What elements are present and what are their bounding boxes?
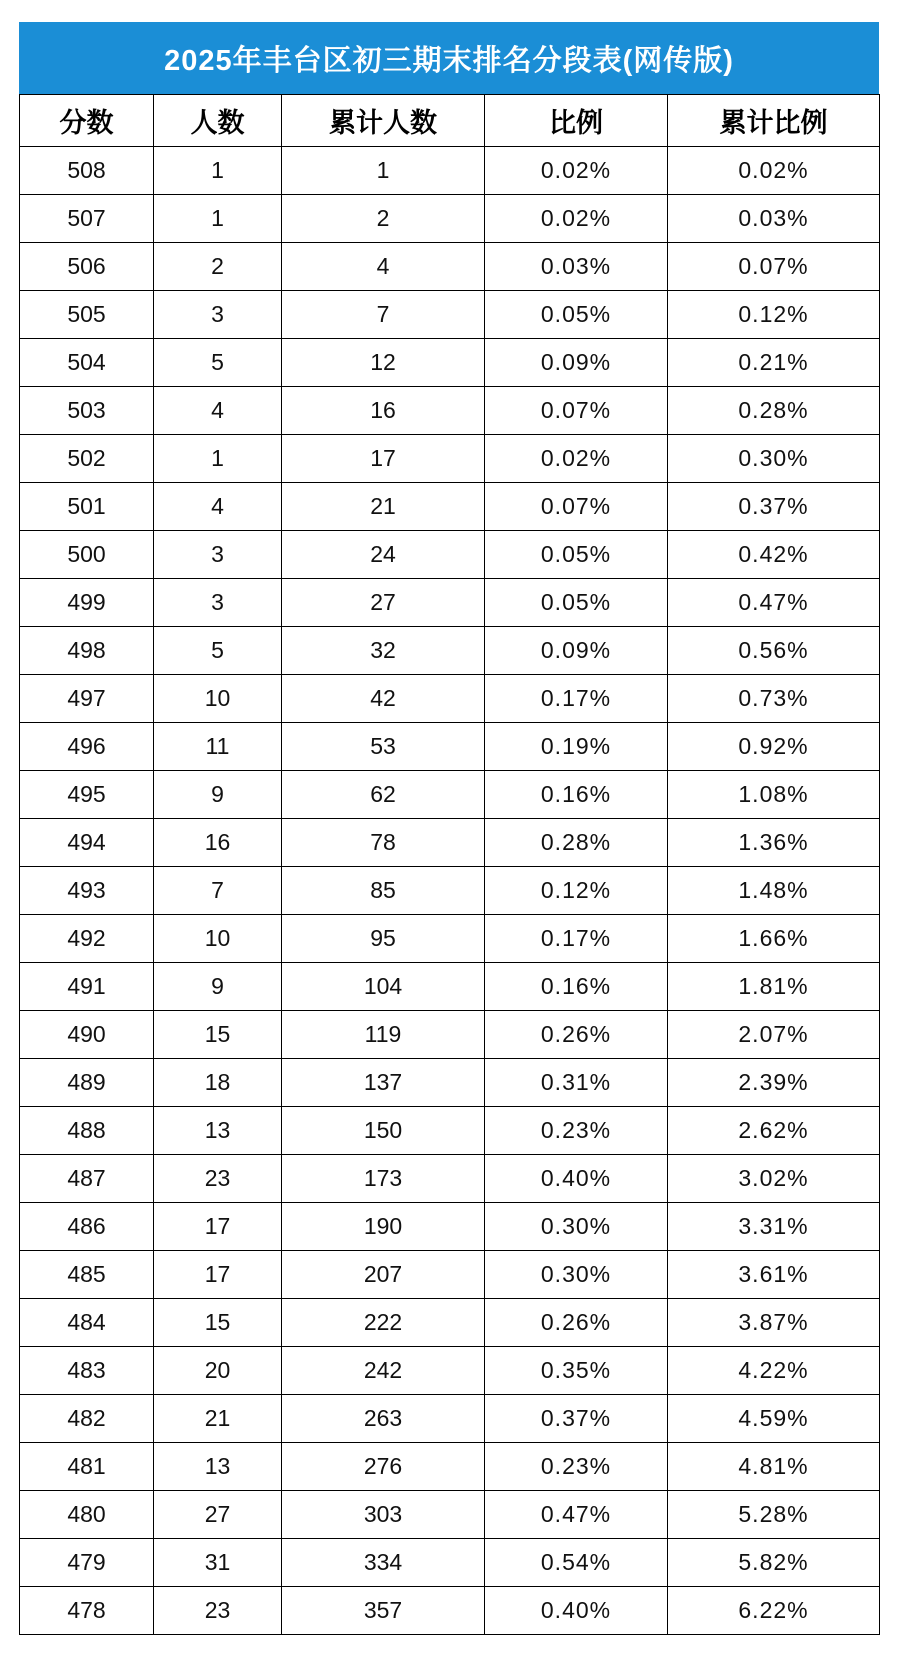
table-cell: 504: [20, 339, 154, 387]
table-row: [20, 483, 880, 531]
table-cell: 0.30%: [485, 1203, 668, 1251]
table-cell: 78: [282, 819, 485, 867]
table-cell: 23: [154, 1155, 282, 1203]
table-cell: 0.37%: [668, 483, 880, 531]
table-cell: 104: [282, 963, 485, 1011]
table-cell: 506: [20, 243, 154, 291]
table-cell: 0.02%: [485, 147, 668, 195]
table-cell: 15: [154, 1299, 282, 1347]
table-cell: 0.02%: [485, 435, 668, 483]
table-cell: 0.23%: [485, 1443, 668, 1491]
table-cell: 1: [154, 147, 282, 195]
table-cell: 0.92%: [668, 723, 880, 771]
table-row: [20, 963, 880, 1011]
table-cell: 2: [282, 195, 485, 243]
table-row: [20, 675, 880, 723]
table-cell: 5: [154, 627, 282, 675]
table-row: [20, 291, 880, 339]
table-cell: 0.05%: [485, 579, 668, 627]
table-row: [20, 1203, 880, 1251]
table-cell: 95: [282, 915, 485, 963]
table-cell: 53: [282, 723, 485, 771]
table-cell: 0.07%: [485, 483, 668, 531]
table-cell: 4.22%: [668, 1347, 880, 1395]
table-row: [20, 243, 880, 291]
table-cell: 27: [154, 1491, 282, 1539]
table-row: [20, 435, 880, 483]
table-cell: 1: [154, 435, 282, 483]
table-cell: 119: [282, 1011, 485, 1059]
table-cell: 3: [154, 291, 282, 339]
page-title: 2025年丰台区初三期末排名分段表(网传版): [19, 22, 879, 94]
table-cell: 0.09%: [485, 339, 668, 387]
table-cell: 2: [154, 243, 282, 291]
table-cell: 0.28%: [485, 819, 668, 867]
table-cell: 85: [282, 867, 485, 915]
table-cell: 0.09%: [485, 627, 668, 675]
score-distribution-table: [19, 94, 880, 1635]
table-row: [20, 579, 880, 627]
table-cell: 496: [20, 723, 154, 771]
table-cell: 62: [282, 771, 485, 819]
table-cell: 0.03%: [668, 195, 880, 243]
table-cell: 0.21%: [668, 339, 880, 387]
table-cell: 27: [282, 579, 485, 627]
table-row: [20, 1395, 880, 1443]
table-row: [20, 1299, 880, 1347]
table-cell: 137: [282, 1059, 485, 1107]
table-cell: 492: [20, 915, 154, 963]
table-cell: 4: [154, 387, 282, 435]
table-cell: 4.81%: [668, 1443, 880, 1491]
table-cell: 17: [282, 435, 485, 483]
table-row: [20, 1491, 880, 1539]
table-cell: 0.54%: [485, 1539, 668, 1587]
column-header-ratio: 比例: [485, 95, 668, 147]
table-cell: 276: [282, 1443, 485, 1491]
table-cell: 2.07%: [668, 1011, 880, 1059]
table-cell: 0.40%: [485, 1587, 668, 1635]
table-cell: 303: [282, 1491, 485, 1539]
table-row: [20, 915, 880, 963]
table-cell: 4.59%: [668, 1395, 880, 1443]
table-cell: 502: [20, 435, 154, 483]
table-cell: 21: [282, 483, 485, 531]
table-cell: 11: [154, 723, 282, 771]
table-cell: 0.42%: [668, 531, 880, 579]
table-cell: 0.16%: [485, 771, 668, 819]
table-cell: 489: [20, 1059, 154, 1107]
table-cell: 3.61%: [668, 1251, 880, 1299]
table-cell: 507: [20, 195, 154, 243]
table-cell: 495: [20, 771, 154, 819]
table-cell: 498: [20, 627, 154, 675]
table-cell: 0.28%: [668, 387, 880, 435]
table-cell: 484: [20, 1299, 154, 1347]
table-cell: 500: [20, 531, 154, 579]
table-cell: 508: [20, 147, 154, 195]
table-cell: 42: [282, 675, 485, 723]
table-cell: 17: [154, 1251, 282, 1299]
table-cell: 1.48%: [668, 867, 880, 915]
table-cell: 0.35%: [485, 1347, 668, 1395]
table-cell: 487: [20, 1155, 154, 1203]
table-cell: 263: [282, 1395, 485, 1443]
table-cell: 16: [154, 819, 282, 867]
table-row: [20, 1587, 880, 1635]
table-row: [20, 627, 880, 675]
table-row: [20, 339, 880, 387]
table-cell: 5.82%: [668, 1539, 880, 1587]
table-cell: 31: [154, 1539, 282, 1587]
table-cell: 0.07%: [485, 387, 668, 435]
table-cell: 490: [20, 1011, 154, 1059]
table-cell: 0.31%: [485, 1059, 668, 1107]
table-cell: 3.31%: [668, 1203, 880, 1251]
table-cell: 0.17%: [485, 915, 668, 963]
table-cell: 494: [20, 819, 154, 867]
table-cell: 12: [282, 339, 485, 387]
table-cell: 21: [154, 1395, 282, 1443]
table-cell: 0.23%: [485, 1107, 668, 1155]
table-row: [20, 723, 880, 771]
table-cell: 207: [282, 1251, 485, 1299]
table-header-row: [20, 95, 880, 147]
table-cell: 10: [154, 915, 282, 963]
table-row: [20, 531, 880, 579]
table-row: [20, 147, 880, 195]
table-cell: 483: [20, 1347, 154, 1395]
table-cell: 150: [282, 1107, 485, 1155]
table-cell: 0.47%: [668, 579, 880, 627]
table-row: [20, 1251, 880, 1299]
table-cell: 2.39%: [668, 1059, 880, 1107]
table-cell: 24: [282, 531, 485, 579]
table-cell: 0.12%: [485, 867, 668, 915]
table-cell: 493: [20, 867, 154, 915]
table-cell: 0.12%: [668, 291, 880, 339]
table-cell: 0.03%: [485, 243, 668, 291]
table-cell: 1: [282, 147, 485, 195]
table-row: [20, 1443, 880, 1491]
table-cell: 501: [20, 483, 154, 531]
table-cell: 190: [282, 1203, 485, 1251]
table-row: [20, 771, 880, 819]
table-cell: 7: [282, 291, 485, 339]
table-row: [20, 1155, 880, 1203]
table-cell: 3.87%: [668, 1299, 880, 1347]
table-row: [20, 819, 880, 867]
table-cell: 334: [282, 1539, 485, 1587]
table-cell: 479: [20, 1539, 154, 1587]
table-cell: 10: [154, 675, 282, 723]
table-cell: 3: [154, 579, 282, 627]
table-cell: 0.02%: [485, 195, 668, 243]
table-cell: 0.17%: [485, 675, 668, 723]
column-header-cumulative-ratio: 累计比例: [668, 95, 880, 147]
table-cell: 1: [154, 195, 282, 243]
table-cell: 0.16%: [485, 963, 668, 1011]
column-header-count: 人数: [154, 95, 282, 147]
table-cell: 0.56%: [668, 627, 880, 675]
table-cell: 0.73%: [668, 675, 880, 723]
table-cell: 0.40%: [485, 1155, 668, 1203]
table-row: [20, 1539, 880, 1587]
table-body: [20, 147, 880, 1635]
table-cell: 0.05%: [485, 291, 668, 339]
table-row: [20, 195, 880, 243]
table-cell: 0.37%: [485, 1395, 668, 1443]
table-cell: 1.66%: [668, 915, 880, 963]
table-cell: 3: [154, 531, 282, 579]
table-cell: 0.30%: [485, 1251, 668, 1299]
table-row: [20, 387, 880, 435]
table-cell: 2.62%: [668, 1107, 880, 1155]
table-cell: 3.02%: [668, 1155, 880, 1203]
table-cell: 0.26%: [485, 1011, 668, 1059]
table-cell: 0.19%: [485, 723, 668, 771]
table-cell: 0.07%: [668, 243, 880, 291]
table-cell: 505: [20, 291, 154, 339]
table-cell: 0.26%: [485, 1299, 668, 1347]
table-cell: 497: [20, 675, 154, 723]
table-cell: 4: [282, 243, 485, 291]
table-cell: 0.05%: [485, 531, 668, 579]
table-cell: 503: [20, 387, 154, 435]
table-cell: 32: [282, 627, 485, 675]
table-cell: 482: [20, 1395, 154, 1443]
table-row: [20, 867, 880, 915]
table-cell: 478: [20, 1587, 154, 1635]
table-cell: 0.30%: [668, 435, 880, 483]
table-cell: 0.02%: [668, 147, 880, 195]
table-cell: 16: [282, 387, 485, 435]
table-cell: 0.47%: [485, 1491, 668, 1539]
table-cell: 242: [282, 1347, 485, 1395]
table-cell: 480: [20, 1491, 154, 1539]
table-cell: 15: [154, 1011, 282, 1059]
table-cell: 7: [154, 867, 282, 915]
table-cell: 481: [20, 1443, 154, 1491]
column-header-cumulative-count: 累计人数: [282, 95, 485, 147]
column-header-score: 分数: [20, 95, 154, 147]
table-cell: 20: [154, 1347, 282, 1395]
table-cell: 1.81%: [668, 963, 880, 1011]
table-cell: 13: [154, 1107, 282, 1155]
table-cell: 173: [282, 1155, 485, 1203]
table-cell: 23: [154, 1587, 282, 1635]
table-cell: 488: [20, 1107, 154, 1155]
table-cell: 222: [282, 1299, 485, 1347]
table-cell: 1.08%: [668, 771, 880, 819]
table-row: [20, 1347, 880, 1395]
table-cell: 485: [20, 1251, 154, 1299]
table-row: [20, 1011, 880, 1059]
table-cell: 4: [154, 483, 282, 531]
table-cell: 491: [20, 963, 154, 1011]
table-cell: 9: [154, 963, 282, 1011]
table-cell: 1.36%: [668, 819, 880, 867]
table-row: [20, 1059, 880, 1107]
table-cell: 9: [154, 771, 282, 819]
table-cell: 18: [154, 1059, 282, 1107]
table-cell: 486: [20, 1203, 154, 1251]
table-cell: 499: [20, 579, 154, 627]
table-cell: 5.28%: [668, 1491, 880, 1539]
table-cell: 6.22%: [668, 1587, 880, 1635]
table-row: [20, 1107, 880, 1155]
table-cell: 17: [154, 1203, 282, 1251]
table-cell: 13: [154, 1443, 282, 1491]
table-cell: 5: [154, 339, 282, 387]
table-cell: 357: [282, 1587, 485, 1635]
